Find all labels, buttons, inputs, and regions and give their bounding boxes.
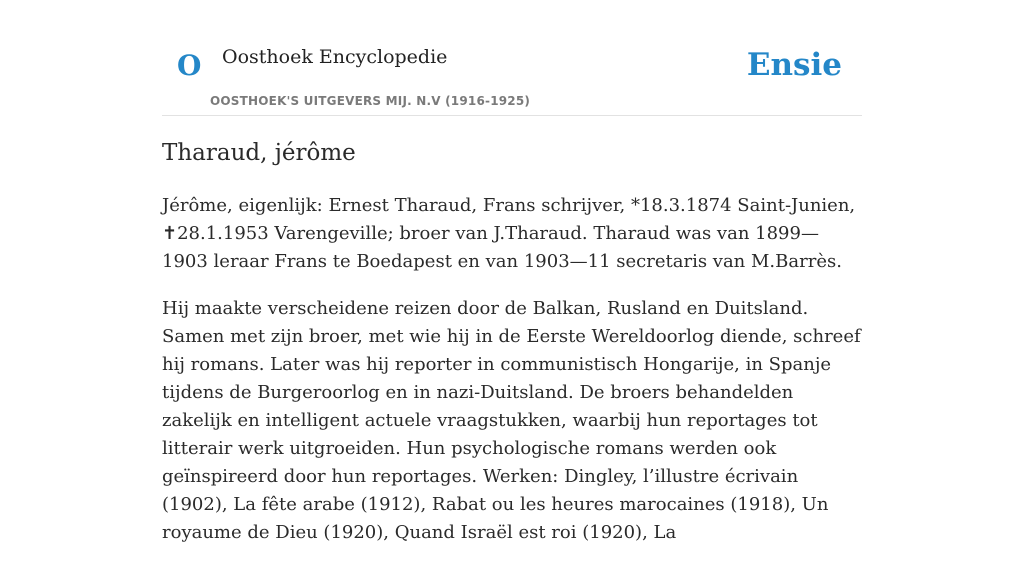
site-header bbox=[162, 0, 862, 116]
publisher-subtitle: OOSTHOEK'S UITGEVERS MIJ. N.V (1916-1925) bbox=[210, 94, 531, 108]
article-paragraph: Hij maakte verscheidene reizen door de Balkan, Rusland en Duitsland. Samen met zijn broer, met wie hij in de Eerste Wereldoorlog diende, schreef hij romans. Later was hij reporter in communistisch Hongarije, in Spanje tijdens de Burgeroorlog en in nazi-Duitsland. De broers behandelden zakelijk en intelligent actuele vraagstukken, waarbij hun reportages tot litterair werk uitgroeiden. Hun psychologische romans werden ook geïnspireerd door hun reportages. Werken: Dingley, l’illustre écrivain (1902), La fête arabe (1912), Rabat ou les heures marocaines (1918), Un royaume de Dieu (1920), Quand Israël est roi (1920), La bbox=[162, 298, 861, 543]
article-title: Tharaud, jérôme bbox=[162, 140, 356, 166]
article-body bbox=[162, 192, 862, 566]
site-title-link[interactable]: Oosthoek Encyclopedie bbox=[222, 46, 448, 68]
ensie-brand-link[interactable]: Ensie bbox=[746, 47, 842, 83]
oosthoek-logo[interactable]: O bbox=[177, 49, 202, 82]
page bbox=[162, 0, 862, 543]
article-paragraph: Jérôme, eigenlijk: Ernest Tharaud, Frans schrijver, *18.3.1874 Saint-Junien, ✝28.1.1953 Varengeville; broer van J.Tharaud. Tharaud was van 1899—1903 leraar Frans te Boedapest en van 1903—11 secretaris van M.Barrès. bbox=[162, 195, 856, 272]
